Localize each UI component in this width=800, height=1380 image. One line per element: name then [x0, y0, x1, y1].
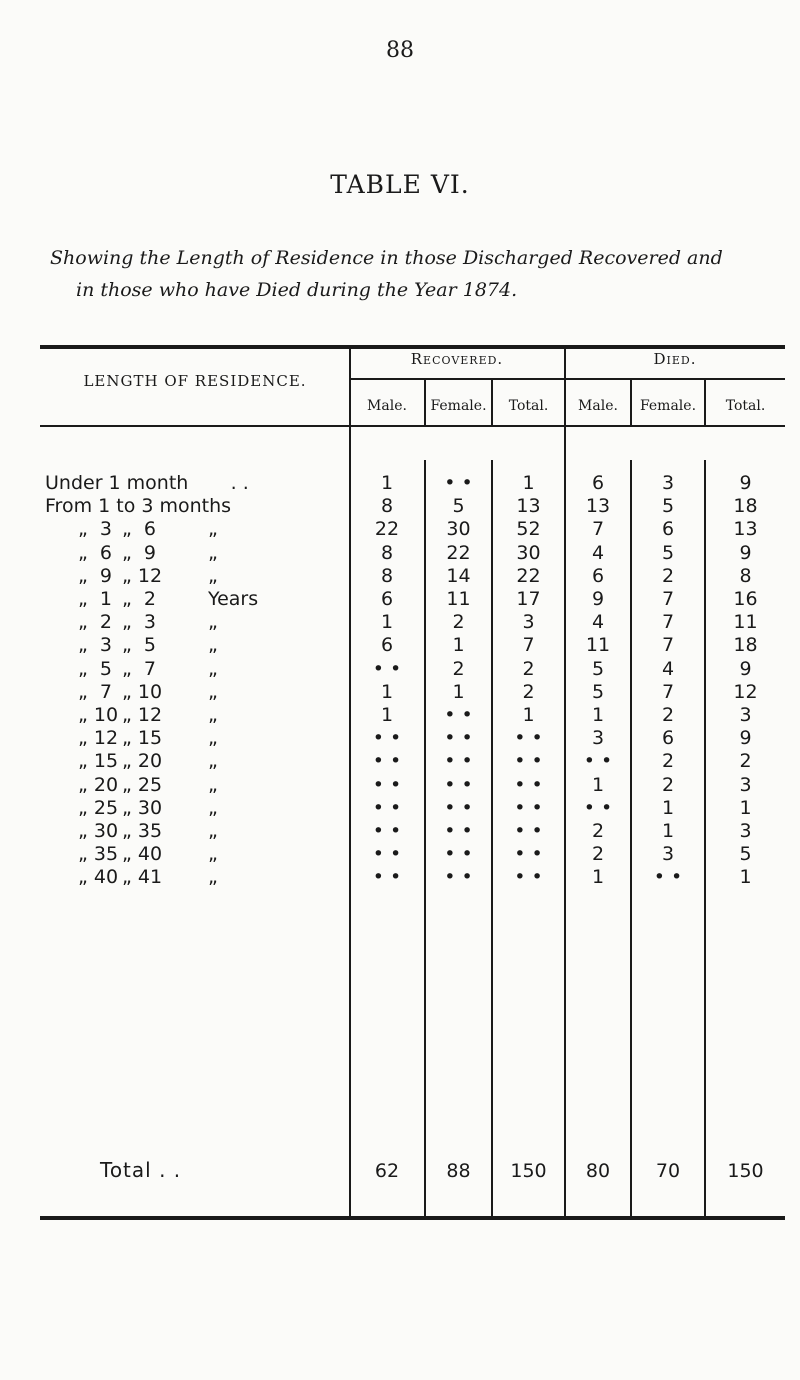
row-label-from: „ 30 — [78, 820, 119, 842]
cell-rec-female: • • — [444, 843, 473, 866]
cell-died-female: 4 — [661, 657, 675, 680]
row-label-to: „ 5 — [122, 634, 157, 657]
cell-died-female: • • — [653, 866, 683, 889]
row-label-unit: „ — [208, 518, 218, 541]
cell-rec-female: • • — [444, 820, 473, 842]
cell-died-total: 9 — [739, 472, 752, 494]
cell-rec-male: 1 — [380, 611, 394, 634]
cell-died-male: • • — [583, 750, 613, 773]
table-row — [0, 658, 800, 682]
table-row — [0, 820, 800, 844]
cell-died-female: 1 — [661, 796, 675, 819]
cell-rec-male: • • — [372, 796, 402, 819]
cell-rec-female: • • — [444, 727, 473, 750]
cell-rec-total: 7 — [522, 634, 535, 657]
row-label-to: „ 15 — [122, 727, 163, 750]
cell-rec-male: 1 — [380, 704, 394, 726]
cell-died-total: 18 — [733, 634, 758, 657]
row-label-from: „ 7 — [78, 680, 113, 703]
cell-died-male: 6 — [591, 472, 605, 494]
cell-died-total: 5 — [739, 843, 752, 866]
row-label-to: „ 2 — [122, 588, 157, 610]
cell-rec-female: • • — [444, 773, 473, 796]
cell-died-total: 1 — [739, 866, 752, 889]
cell-died-male: 11 — [585, 634, 611, 657]
cell-rec-total: • • — [514, 843, 543, 866]
cell-rec-male: 8 — [380, 541, 394, 564]
row-label-unit: „ — [208, 657, 218, 680]
cell-rec-total: • • — [514, 773, 543, 796]
cell-died-female: 5 — [661, 541, 675, 564]
header-rec-female: Female. — [430, 398, 487, 414]
cell-rec-male: 1 — [380, 472, 394, 494]
header-died-total: Total. — [725, 398, 766, 414]
cell-died-female: 2 — [661, 704, 675, 726]
row-label: Under 1 month . . — [45, 472, 249, 494]
row-label-from: „ 25 — [78, 796, 119, 819]
cell-died-female: 2 — [661, 773, 675, 796]
cell-rec-total: • • — [514, 750, 543, 773]
row-label-to: „ 12 — [122, 564, 163, 587]
total-rec-total: 150 — [510, 1160, 547, 1182]
cell-died-female: 1 — [661, 820, 675, 842]
table-row — [0, 704, 800, 728]
table-row — [0, 542, 800, 566]
cell-rec-female: 11 — [446, 588, 471, 610]
cell-rec-male: • • — [372, 773, 402, 796]
row-label-to: „ 12 — [122, 704, 163, 726]
cell-died-total: 9 — [739, 657, 752, 680]
recovered-underline — [350, 378, 565, 380]
row-label-unit: „ — [208, 634, 218, 657]
cell-died-female: 7 — [661, 634, 675, 657]
cell-died-female: 2 — [661, 564, 675, 587]
cell-rec-total: • • — [514, 866, 543, 889]
cell-died-male: 2 — [591, 843, 605, 866]
cell-died-male: 3 — [591, 727, 605, 750]
header-length: LENGTH OF RESIDENCE. — [83, 372, 307, 390]
cell-rec-total: 13 — [516, 495, 541, 518]
row-label: From 1 to 3 months — [45, 495, 232, 518]
cell-died-male: 13 — [585, 495, 611, 518]
header-rec-total: Total. — [508, 398, 549, 414]
cell-rec-female: 22 — [446, 541, 471, 564]
cell-died-total: 18 — [733, 495, 758, 518]
cell-rec-male: 6 — [380, 634, 394, 657]
row-label-unit: „ — [208, 820, 218, 842]
table-header-rule — [40, 425, 785, 427]
cell-died-male: 7 — [591, 518, 605, 541]
table-row — [0, 472, 800, 496]
subtitle-line-2: in those who have Died during the Year 1874. — [76, 279, 518, 301]
table-row — [0, 797, 800, 821]
cell-rec-total: 30 — [516, 541, 541, 564]
cell-died-male: • • — [583, 796, 613, 819]
row-label-from: „ 40 — [78, 866, 119, 889]
row-label-to: „ 40 — [122, 843, 163, 866]
row-label-unit: „ — [208, 796, 218, 819]
row-label-from: „ 10 — [78, 704, 119, 726]
cell-rec-total: • • — [514, 796, 543, 819]
cell-rec-total: • • — [514, 820, 543, 842]
row-label-unit: „ — [208, 866, 218, 889]
cell-died-male: 5 — [591, 657, 605, 680]
cell-rec-male: 8 — [380, 495, 394, 518]
header-rec-male: Male. — [367, 398, 407, 414]
cell-died-male: 1 — [591, 866, 605, 889]
cell-rec-male: 1 — [380, 680, 394, 703]
cell-rec-female: 2 — [452, 657, 465, 680]
cell-rec-female: • • — [444, 750, 473, 773]
cell-died-male: 2 — [591, 820, 605, 842]
cell-rec-total: 52 — [516, 518, 541, 541]
table-row — [0, 634, 800, 658]
table-row — [0, 518, 800, 542]
cell-rec-female: • • — [444, 866, 473, 889]
table-title: TABLE VI. — [330, 170, 470, 199]
row-label-from: „ 20 — [78, 773, 119, 796]
row-label-from: „ 6 — [78, 541, 113, 564]
cell-rec-total: 22 — [516, 564, 541, 587]
row-label-from: „ 3 — [78, 634, 113, 657]
cell-died-male: 1 — [591, 773, 605, 796]
row-label-unit: Years — [208, 588, 259, 610]
row-label-from: „ 15 — [78, 750, 119, 773]
cell-died-total: 12 — [733, 680, 758, 703]
cell-died-female: 7 — [661, 588, 675, 610]
table-row — [0, 750, 800, 774]
cell-died-female: 3 — [661, 472, 675, 494]
cell-died-total: 11 — [733, 611, 758, 634]
cell-rec-total: • • — [514, 727, 543, 750]
cell-died-total: 8 — [739, 564, 752, 587]
cell-died-male: 6 — [591, 564, 605, 587]
table-top-rule — [40, 345, 785, 349]
row-label-to: „ 35 — [122, 820, 163, 842]
cell-died-total: 3 — [739, 704, 752, 726]
row-label-unit: „ — [208, 773, 218, 796]
cell-rec-female: 2 — [452, 611, 465, 634]
row-label-from: „ 1 — [78, 588, 113, 610]
row-label-unit: „ — [208, 704, 218, 726]
cell-died-total: 16 — [733, 588, 758, 610]
cell-died-female: 2 — [661, 750, 675, 773]
cell-died-female: 3 — [661, 843, 675, 866]
cell-died-male: 5 — [591, 680, 605, 703]
row-label-unit: „ — [208, 727, 218, 750]
row-label-to: „ 3 — [122, 611, 157, 634]
cell-died-total: 3 — [739, 820, 752, 842]
cell-rec-male: • • — [372, 866, 402, 889]
row-label-unit: „ — [208, 750, 218, 773]
row-label-to: „ 9 — [122, 541, 157, 564]
cell-rec-male: • • — [372, 820, 402, 842]
row-label-to: „ 20 — [122, 750, 163, 773]
cell-rec-total: 17 — [516, 588, 541, 610]
table-row — [0, 495, 800, 519]
row-label-from: „ 2 — [78, 611, 113, 634]
cell-rec-male: • • — [372, 843, 402, 866]
cell-died-male: 9 — [591, 588, 605, 610]
row-label-unit: „ — [208, 843, 218, 866]
row-label-from: „ 9 — [78, 564, 113, 587]
subtitle-line-1: Showing the Length of Residence in those Discharged Recovered and — [50, 247, 723, 269]
total-rec-male: 62 — [374, 1160, 400, 1182]
row-label-to: „ 30 — [122, 796, 163, 819]
total-died-female: 70 — [655, 1160, 681, 1182]
row-label-from: „ 35 — [78, 843, 119, 866]
cell-died-female: 7 — [661, 611, 675, 634]
row-label-unit: „ — [208, 611, 218, 634]
table-row — [0, 565, 800, 589]
row-label-from: „ 3 — [78, 518, 113, 541]
header-died-female: Female. — [639, 398, 697, 414]
table-row — [0, 727, 800, 751]
cell-rec-male: 6 — [380, 588, 394, 610]
cell-rec-male: 8 — [380, 564, 394, 587]
header-recovered: Recovered. — [410, 350, 504, 368]
cell-died-male: 4 — [591, 611, 605, 634]
page-number: 88 — [386, 38, 414, 63]
cell-rec-total: 1 — [522, 704, 535, 726]
cell-rec-female: 14 — [446, 564, 471, 587]
header-died: Died. — [653, 350, 697, 368]
total-died-male: 80 — [585, 1160, 611, 1182]
header-died-male: Male. — [578, 398, 618, 414]
cell-rec-male: 22 — [374, 518, 400, 541]
cell-rec-total: 2 — [522, 680, 535, 703]
cell-rec-female: • • — [444, 704, 473, 726]
cell-died-total: 2 — [739, 750, 752, 773]
table-row — [0, 774, 800, 798]
cell-died-male: 4 — [591, 541, 605, 564]
cell-died-female: 6 — [661, 727, 675, 750]
row-label-from: „ 5 — [78, 657, 113, 680]
total-died-total: 150 — [727, 1160, 764, 1182]
table-subtitle — [50, 242, 770, 306]
cell-died-total: 9 — [739, 541, 752, 564]
row-label-unit: „ — [208, 680, 218, 703]
row-label-to: „ 6 — [122, 518, 157, 541]
table-row — [0, 843, 800, 867]
cell-died-total: 9 — [739, 727, 752, 750]
row-label-to: „ 25 — [122, 773, 163, 796]
row-label-to: „ 7 — [122, 657, 157, 680]
total-rec-female: 88 — [446, 1160, 471, 1182]
row-label-to: „ 41 — [122, 866, 163, 889]
cell-died-female: 7 — [661, 680, 675, 703]
cell-died-male: 1 — [591, 704, 605, 726]
table-row — [0, 866, 800, 890]
table-row — [0, 611, 800, 635]
row-label-unit: „ — [208, 541, 218, 564]
cell-died-total: 3 — [739, 773, 752, 796]
died-underline — [565, 378, 785, 380]
row-label-from: „ 12 — [78, 727, 119, 750]
cell-rec-male: • • — [372, 657, 402, 680]
cell-died-total: 1 — [739, 796, 752, 819]
cell-rec-total: 2 — [522, 657, 535, 680]
cell-rec-female: 1 — [452, 634, 465, 657]
cell-rec-female: • • — [444, 472, 473, 494]
cell-died-female: 6 — [661, 518, 675, 541]
total-label: Total . . — [100, 1158, 182, 1182]
cell-rec-female: • • — [444, 796, 473, 819]
table-bottom-rule — [40, 1216, 785, 1220]
cell-rec-total: 3 — [522, 611, 535, 634]
cell-died-total: 13 — [733, 518, 758, 541]
cell-rec-female: 30 — [446, 518, 471, 541]
cell-rec-female: 5 — [452, 495, 465, 518]
row-label-to: „ 10 — [122, 680, 163, 703]
cell-rec-female: 1 — [452, 680, 465, 703]
table-row — [0, 588, 800, 612]
row-label-unit: „ — [208, 564, 218, 587]
cell-died-female: 5 — [661, 495, 675, 518]
cell-rec-male: • • — [372, 750, 402, 773]
cell-rec-male: • • — [372, 727, 402, 750]
cell-rec-total: 1 — [522, 472, 535, 494]
table-row — [0, 681, 800, 705]
